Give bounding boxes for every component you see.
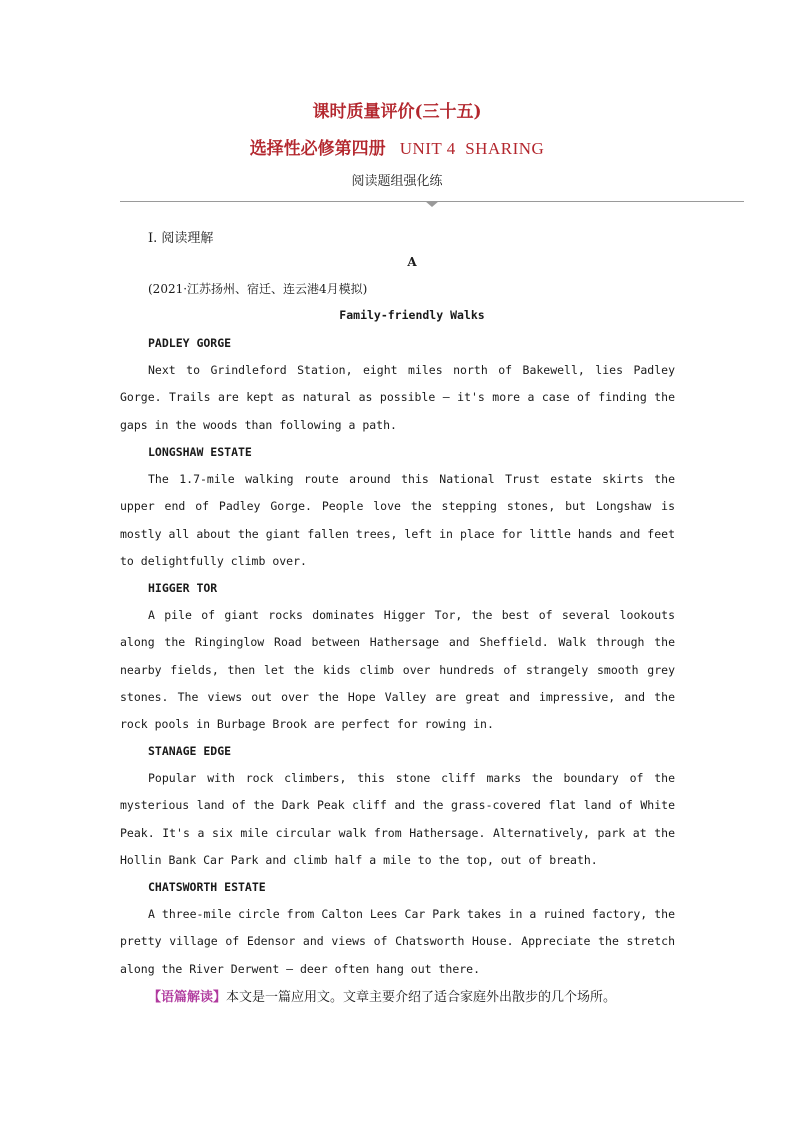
- unit-subtitle-cn: 选择性必修第四册: [249, 139, 386, 159]
- walk-section-longshaw: [120, 439, 675, 575]
- passage-letter: A: [407, 255, 417, 269]
- analysis-tag: 【语篇解读】: [148, 990, 227, 1005]
- passage-title: Family-friendly Walks: [339, 308, 485, 322]
- part-label: Ⅰ. 阅读理解: [148, 231, 214, 246]
- walk-heading: LONGSHAW ESTATE: [148, 445, 252, 459]
- analysis-text: 本文是一篇应用文。文章主要介绍了适合家庭外出散步的几个场所。: [226, 990, 617, 1005]
- walk-section-padley: [120, 330, 675, 439]
- walk-heading: STANAGE EDGE: [148, 744, 232, 758]
- walk-heading: HIGGER TOR: [148, 581, 218, 595]
- walk-section-higger: [120, 575, 675, 738]
- walk-text: Next to Grindleford Station, eight miles north of Bakewell, lies Padley Gorge. Trails are kept as natural as possible — it's more a case of finding the gaps in the woods than following a path.: [120, 363, 675, 432]
- passage-source: (2021·江苏扬州、宿迁、连云港4月模拟): [148, 282, 368, 296]
- passage-analysis: [148, 986, 616, 1005]
- page-title: 课时质量评价(三十五): [312, 102, 482, 122]
- walk-text: Popular with rock climbers, this stone cliff marks the boundary of the mysterious land of the Dark Peak cliff and the grass-covered flat land of White Peak. It's a six mile circular walk from Hathersage. Alternatively, park at the Hollin Bank Car Park and climb half a mile to the top, out of breath.: [120, 771, 675, 867]
- unit-subtitle: [0, 134, 794, 159]
- walk-section-chatsworth: [120, 874, 675, 983]
- walk-text: A pile of giant rocks dominates Higger Tor, the best of several lookouts along the Ringinglow Road between Hathersage and Sheffield. Walk through the nearby fields, then let the kids climb over hundreds of strangely smooth grey stones. The views out over the Hope Valley are great and impressive, and the rock pools in Burbage Brook are perfect for rowing in.: [120, 608, 675, 732]
- walk-text: A three-mile circle from Calton Lees Car Park takes in a ruined factory, the pretty village of Edensor and views of Chatsworth House. Appreciate the stretch along the River Derwent — deer often hang out there.: [120, 907, 675, 976]
- walk-section-stanage: [120, 738, 675, 874]
- divider-triangle-icon: [425, 201, 439, 207]
- walk-heading: CHATSWORTH ESTATE: [148, 880, 266, 894]
- walk-heading: PADLEY GORGE: [148, 336, 232, 350]
- walk-text: The 1.7-mile walking route around this National Trust estate skirts the upper end of Padley Gorge. People love the stepping stones, but Longshaw is mostly all about the giant fallen trees, left in place for little hands and feet to delightfully climb over.: [120, 472, 675, 568]
- unit-subtitle-en: UNIT 4 SHARING: [399, 139, 545, 158]
- section-label: 阅读题组强化练: [351, 174, 443, 189]
